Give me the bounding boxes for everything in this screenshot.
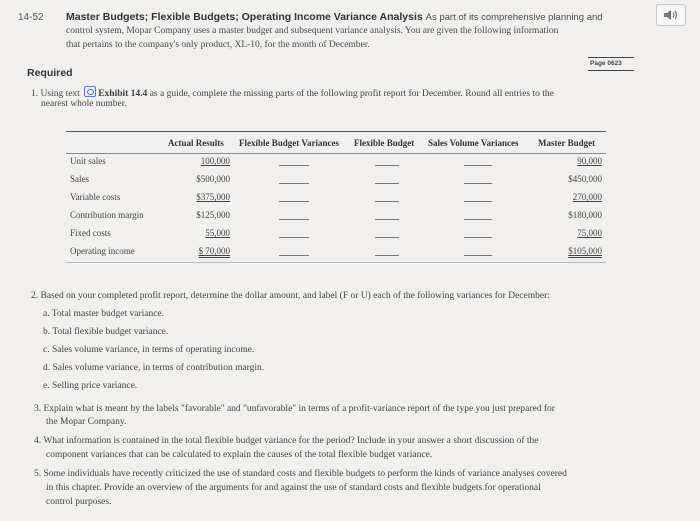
problem-intro-line: that pertains to the company's only product, XL-10, for the month of December. (66, 40, 370, 50)
row-label-unit-sales: Unit sales (70, 156, 106, 166)
answer-blank[interactable] (375, 201, 399, 202)
exhibit-link[interactable]: Exhibit 14.4 (98, 89, 148, 99)
header-actual-results: Actual Results (168, 138, 224, 148)
speaker-icon (663, 9, 679, 21)
answer-blank[interactable] (279, 183, 309, 184)
question-5-line3: control purposes. (46, 497, 112, 507)
question-2-item: c. Sales volume variance, in terms of operating income. (43, 345, 255, 355)
answer-blank[interactable] (279, 237, 309, 238)
page-ref-rule (588, 57, 634, 58)
header-flexible-budget: Flexible Budget (354, 138, 415, 148)
row-label-sales: Sales (70, 174, 89, 184)
question-1 (31, 86, 554, 99)
answer-blank[interactable] (464, 201, 492, 202)
answer-blank[interactable] (279, 201, 309, 202)
actual-unit-sales: 100,000 (200, 156, 230, 166)
header-sales-volume-variances: Sales Volume Variances (428, 138, 519, 148)
actual-variable-costs: $375,000 (196, 192, 230, 202)
question-2-item: e. Selling price variance. (43, 381, 138, 391)
answer-blank[interactable] (279, 255, 309, 256)
problem-heading (66, 11, 603, 23)
question-4: 4. What information is contained in the total flexible budget variance for the period? Include in your answer a short discussion of the (34, 436, 539, 446)
question-2-item: b. Total flexible budget variance. (43, 327, 169, 337)
question-5-line2: in this chapter. Provide an overview of the arguments for and against the use of standard costs and flexible budgets for operational (46, 483, 541, 493)
row-label-contribution-margin: Contribution margin (70, 210, 144, 220)
actual-fixed-costs: 55,000 (205, 228, 230, 238)
answer-blank[interactable] (375, 237, 399, 238)
question-2-item: d. Sales volume variance, in terms of contribution margin. (43, 363, 265, 373)
question-2-item: a. Total master budget variance. (43, 309, 165, 319)
header-underline (66, 153, 606, 154)
question-4-line2: component variances that can be calculated to explain the causes of the total flexible budget variance. (46, 450, 433, 460)
header-master-budget: Master Budget (538, 138, 596, 148)
page-ref-rule (588, 70, 634, 71)
question-2: 2. Based on your completed profit report, determine the dollar amount, and label (F or U) each of the following variances for December: (31, 291, 550, 301)
header-flexible-budget-variances: Flexible Budget Variances (239, 138, 340, 148)
actual-operating-income: $ 70,000 (198, 246, 230, 256)
answer-blank[interactable] (375, 255, 399, 256)
answer-blank[interactable] (464, 165, 492, 166)
master-operating-income: $105,000 (568, 246, 602, 256)
answer-blank[interactable] (464, 255, 492, 256)
actual-sales: $500,000 (196, 174, 230, 184)
master-sales: $450,000 (568, 174, 602, 184)
question-3-line2: the Mopar Company. (46, 417, 127, 427)
master-unit-sales: 90,000 (577, 156, 602, 166)
master-contribution-margin: $180,000 (568, 210, 602, 220)
answer-blank[interactable] (464, 219, 492, 220)
problem-number: 14-52 (18, 12, 44, 23)
answer-blank[interactable] (375, 219, 399, 220)
master-variable-costs: 270,000 (572, 192, 602, 202)
actual-contribution-margin: $125,000 (196, 210, 230, 220)
question-5: 5. Some individuals have recently criticized the use of standard costs and flexible budgets to perform the kinds of variance analyses covered (34, 469, 567, 479)
problem-heading-title: Master Budgets; Flexible Budgets; Operating Income Variance Analysis (66, 11, 423, 23)
table-top-rule (66, 131, 606, 132)
problem-intro-line: control system, Mopar Company uses a master budget and subsequent variance analysis. You are given the following information (66, 26, 559, 36)
answer-blank[interactable] (279, 165, 309, 166)
question-1-pre: 1. Using text (31, 89, 80, 99)
row-label-variable-costs: Variable costs (70, 192, 121, 202)
answer-blank[interactable] (375, 165, 399, 166)
row-label-operating-income: Operating income (70, 246, 135, 256)
master-fixed-costs: 75,000 (577, 228, 602, 238)
row-label-fixed-costs: Fixed costs (70, 228, 111, 238)
problem-intro-first: As part of its comprehensive planning and (425, 12, 603, 23)
question-3: 3. Explain what is meant by the labels "favorable" and "unfavorable" in terms of a profit-variance report of the type you just prepared for (34, 404, 555, 414)
question-1-post: as a guide, complete the missing parts of the following profit report for December. Round all entries to the (149, 89, 554, 99)
table-bottom-rule (66, 262, 606, 263)
exhibit-link-icon[interactable] (84, 86, 96, 97)
question-1-line2: nearest whole number. (41, 99, 127, 109)
answer-blank[interactable] (375, 183, 399, 184)
answer-blank[interactable] (464, 237, 492, 238)
required-heading: Required (27, 67, 73, 79)
audio-speaker-button[interactable] (656, 4, 686, 26)
answer-blank[interactable] (464, 183, 492, 184)
answer-blank[interactable] (279, 219, 309, 220)
page-reference: Page 0623 (590, 60, 622, 67)
